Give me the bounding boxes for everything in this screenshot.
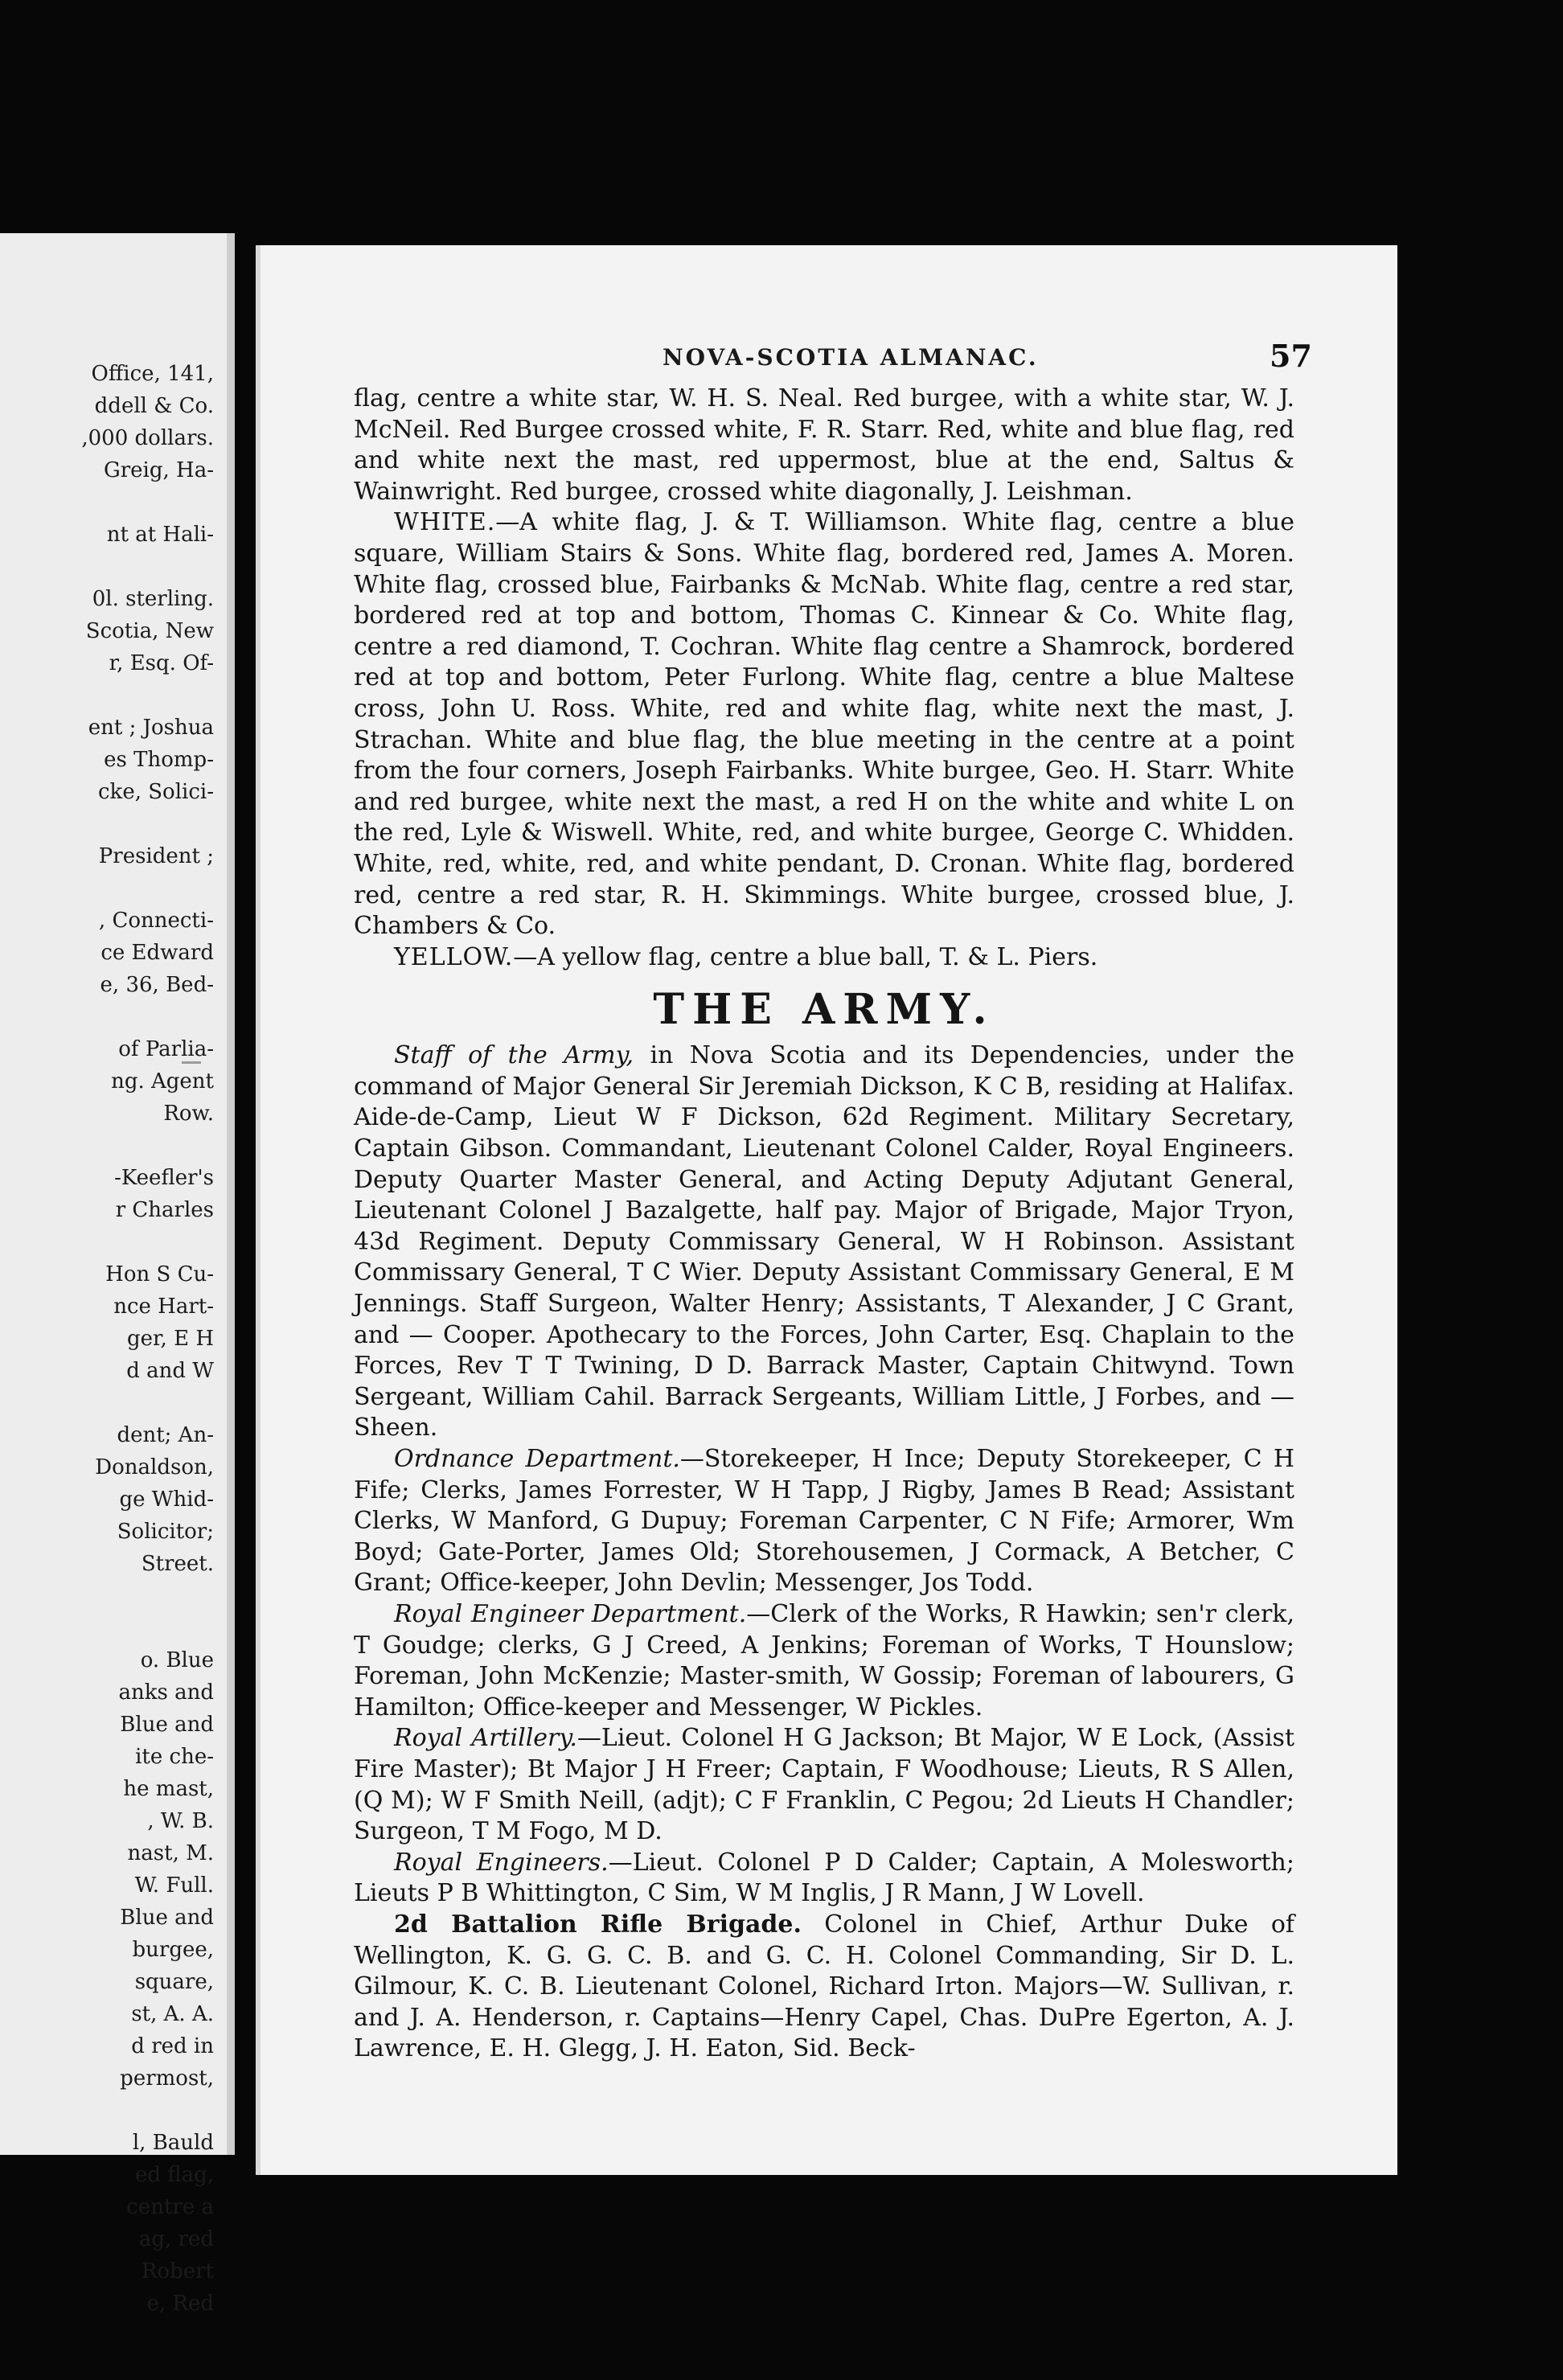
left-page-fragment-line: permost, <box>120 2066 214 2091</box>
left-page-fragment-line: nt at Hali- <box>106 523 214 547</box>
white-text: —A white flag, J. & T. Williamson. White flag, centre a blue square, William Stairs & Sons. White flag, bordered red, James A. Moren. White flag, crossed blue, Fairbanks & McNab. White flag, centre a red star, bordered red at top and bottom, Thomas C. Kinnear & Co. White flag, centre a red diamond, T. Cochran. White flag centre a Shamrock, bordered red at top and bottom, Peter Furlong. White flag, centre a blue Maltese cross, John U. Ross. White, red and white flag, white next the mast, J. Strachan. White and blue flag, the blue meeting in the centre at a point from the four corners, Joseph Fairbanks. White burgee, Geo. H. Starr. White and red burgee, white next the mast, a red H on the white and white L on the red, Lyle & Wiswell. White, red, and white burgee, George C. Whidden. White, red, white, red, and white pendant, D. Cronan. White flag, bordered red, centre a red star, R. H. Skimmings. White burgee, crossed blue, J. Chambers & Co. <box>354 508 1294 941</box>
left-page-fragment-line: President ; <box>98 844 214 868</box>
left-page-fragment-line <box>3 1130 214 1162</box>
left-page-fragment-line: o. Blue <box>140 1648 214 1672</box>
left-page-fragment-line: ag, red <box>138 2227 214 2251</box>
left-page-fragment-line: r, Esq. Of- <box>109 651 214 675</box>
left-page-fragment-line: W. Full. <box>134 1873 214 1898</box>
left-page-fragment-line: Robert <box>141 2259 214 2284</box>
left-page-fragment-line: e, Red <box>146 2292 214 2316</box>
left-page-fragment-line: st, A. A. <box>131 2002 214 2026</box>
page-header <box>260 338 1386 386</box>
left-page-text-fragments <box>3 358 214 2320</box>
left-page-fragment-line: 0l. sterling. <box>92 587 214 611</box>
page-body <box>354 384 1294 2065</box>
left-page-fragment-line: ed flag, <box>134 2163 214 2187</box>
ordnance-label: Ordnance Department. <box>394 1445 680 1473</box>
staff-text: in Nova Scotia and its Dependencies, under the command of Major General Sir Jeremiah Dickson, K C B, residing at Halifax. Aide-de-Camp, Lieut W F Dickson, 62d Regiment. Military Secretary, Captain Gibson. Commandant, Lieutenant Colonel Calder, Royal Engineers. Deputy Quarter Master General, and Acting Deputy Adjutant General, Lieutenant Colonel J Bazalgette, half pay. Major of Brigade, Major Tryon, 43d Regiment. Deputy Commissary General, W H Robinson. Assistant Commissary General, T C Wier. Deputy Assistant Commissary General, E M Jennings. Staff Surgeon, Walter Henry; Assistants, T Alexander, J C Grant, and — Cooper. Apothecary to the Forces, John Carter, Esq. Chaplain to the Forces, Rev T T Twining, D D. Barrack Master, Captain Chitwynd. Town Sergeant, William Cahil. Barrack Sergeants, William Little, J Forbes, and — Sheen. <box>354 1041 1294 1442</box>
staff-label: Staff of the Army, <box>394 1041 634 1070</box>
engineer-department-paragraph <box>354 1599 1294 1723</box>
left-page-fragment-line <box>3 1580 214 1612</box>
left-page-fragment-line: Street. <box>141 1552 214 1576</box>
left-page-fragment-line: d red in <box>131 2034 214 2058</box>
royal-engineers-label: Royal Engineers. <box>394 1848 609 1877</box>
left-page-fragment-line: Greig, Ha- <box>103 458 214 482</box>
left-page-fragment-line: ng. Agent <box>111 1069 214 1094</box>
running-head: NOVA-SCOTIA ALMANAC. <box>663 344 1039 371</box>
left-page-fragment-line <box>3 1001 214 1033</box>
engineer-department-label: Royal Engineer Department. <box>394 1599 747 1628</box>
left-page-fragment-line <box>3 551 214 583</box>
ordnance-paragraph <box>354 1444 1294 1599</box>
yellow-text: —A yellow flag, centre a blue ball, T. & L. Piers. <box>513 942 1098 971</box>
rifle-brigade-paragraph <box>354 1910 1294 2065</box>
left-page-fragment-line: ,000 dollars. <box>81 426 214 450</box>
flags-white-paragraph <box>354 507 1294 942</box>
artillery-text: —Lieut. Colonel H G Jackson; Bt Major, W E Lock, (Assist Fire Master); Bt Major J H Freer; Captain, F Woodhouse; Lieuts, R S Allen, (Q M); W F Smith Neill, (adjt); C F Franklin, C Pegou; 2d Lieuts H Chandler; Surgeon, T M Fogo, M D. <box>354 1724 1294 1846</box>
left-page-fragment-line: ddell & Co. <box>94 394 214 418</box>
left-page-fragment-line: ent ; Joshua <box>88 716 214 740</box>
left-page-fragment-line: Row. <box>163 1102 214 1126</box>
left-page-fragment-line: dent; An- <box>117 1423 214 1447</box>
left-page-fragment-line <box>3 808 214 840</box>
left-page-fragment-line: Blue and <box>120 1713 214 1737</box>
left-page-fragment-line: nast, M. <box>127 1841 214 1865</box>
rifle-brigade-label: 2d Battalion Rifle Brigade. <box>394 1910 802 1939</box>
page-edge-mark <box>182 1061 201 1064</box>
left-page-fragment-line: -Keefler's <box>114 1166 214 1190</box>
left-page-fragment-line: Solicitor; <box>117 1520 214 1544</box>
left-page-fragment-line <box>3 1387 214 1419</box>
left-page-fragment-line: r Charles <box>115 1198 214 1222</box>
left-page-fragment-line: , Connecti- <box>98 909 214 933</box>
staff-paragraph <box>354 1040 1294 1444</box>
left-page-fragment-line: , W. B. <box>147 1809 214 1833</box>
left-page-fragment-line: of Parlia- <box>118 1037 214 1061</box>
left-page-fragment-line <box>3 872 214 905</box>
left-page-fragment-line <box>3 2095 214 2127</box>
yellow-label: YELLOW. <box>394 942 514 971</box>
left-page-fragment-line: ite che- <box>135 1745 214 1769</box>
flags-red-paragraph: flag, centre a white star, W. H. S. Neal. Red burgee, with a white star, W. J. McNeil. Red Burgee crossed white, F. R. Starr. Red, white and blue flag, red and white next the mast, red uppermost, blue at the end, Saltus & Wainwright. Red burgee, crossed white diagonally, J. Leishman. <box>354 384 1294 506</box>
left-page-fragment-line: d and W <box>126 1359 214 1383</box>
left-page-fragment-line: ce Edward <box>101 941 214 965</box>
left-page-fragment-line: centre a <box>126 2195 214 2219</box>
ordnance-text: —Storekeeper, H Ince; Deputy Storekeeper, C H Fife; Clerks, James Forrester, W H Tapp, J Rigby, James B Read; Assistant Clerks, W Manford, G Dupuy; Foreman Carpenter, C N Fife; Armorer, Wm Boyd; Gate-Porter, James Old; Storehousemen, J Cormack, A Betcher, C Grant; Office-keeper, John Devlin; Messenger, Jos Todd. <box>354 1445 1294 1598</box>
artillery-label: Royal Artillery. <box>394 1724 577 1753</box>
artillery-paragraph <box>354 1723 1294 1847</box>
almanac-page <box>256 245 1397 2175</box>
left-page-fragment-line <box>3 679 214 712</box>
left-page-fragment-line: Donaldson, <box>95 1455 214 1479</box>
left-page-fragment-line: Scotia, New <box>85 619 214 643</box>
royal-engineers-paragraph <box>354 1848 1294 1910</box>
left-page-fragment-line: Office, 141, <box>91 362 214 386</box>
facing-page-left <box>0 233 235 2316</box>
white-label: WHITE. <box>394 508 496 537</box>
left-page-fragment-line <box>3 1226 214 1258</box>
left-page-fragment-line <box>3 1612 214 1644</box>
left-page-fragment-line: e, 36, Bed- <box>100 973 214 997</box>
left-page-fragment-line <box>3 486 214 519</box>
rifle-brigade-text: Colonel in Chief, Arthur Duke of Wellington, K. G. G. C. B. and G. C. H. Colonel Commanding, Sir D. L. Gilmour, K. C. B. Lieutenant Colonel, Richard Irton. Majors—W. Sullivan, r. and J. A. Henderson, r. Captains—Henry Capel, Chas. DuPre Egerton, A. J. Lawrence, E. H. Glegg, J. H. Eaton, Sid. Beck- <box>354 1910 1294 2063</box>
page-number: 57 <box>1270 338 1312 374</box>
left-page-fragment-line: es Thomp- <box>104 748 214 772</box>
engineer-department-text: —Clerk of the Works, R Hawkin; sen'r clerk, T Goudge; clerks, G J Creed, A Jenkins; Foreman of Works, T Hounslow; Foreman, John McKenzie; Master-smith, W Gossip; Foreman of labourers, G Hamilton; Office-keeper and Messenger, W Pickles. <box>354 1599 1295 1721</box>
flags-yellow-paragraph <box>354 942 1294 974</box>
royal-engineers-text: —Lieut. Colonel P D Calder; Captain, A Molesworth; Lieuts P B Whittington, C Sim, W M Inglis, J R Mann, J W Lovell. <box>354 1848 1294 1908</box>
left-page-fragment-line: l, Bauld <box>132 2131 214 2155</box>
section-title-army: THE ARMY. <box>653 985 995 1035</box>
left-page-fragment-line: Hon S Cu- <box>105 1262 214 1286</box>
left-page-fragment-line: anks and <box>118 1680 214 1705</box>
left-page-fragment-line: burgee, <box>132 1938 214 1962</box>
left-page-fragment-line: cke, Solici- <box>98 780 214 804</box>
left-page-fragment-line: square, <box>134 1970 214 1994</box>
left-page-fragment-line: ge Whid- <box>119 1488 214 1512</box>
left-page-fragment-line: ger, E H <box>126 1327 214 1351</box>
left-page-fragment-line: he mast, <box>123 1777 214 1801</box>
left-page-fragment-line: nce Hart- <box>113 1295 214 1319</box>
left-page-fragment-line: Blue and <box>120 1906 214 1930</box>
